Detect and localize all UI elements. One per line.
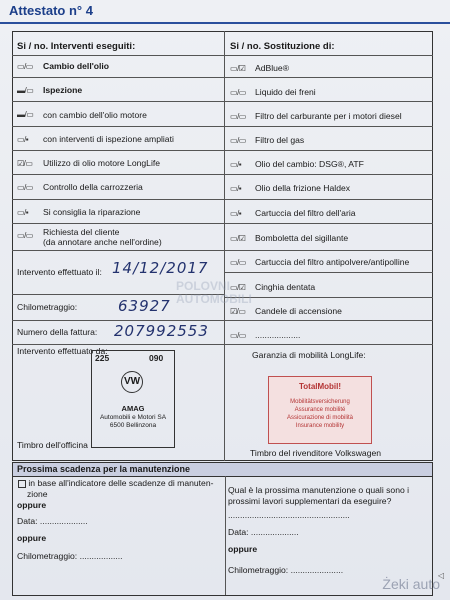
left-item-label: Ispezione (43, 85, 83, 95)
next-right-line1: Qual è la prossima manutenzione o quali sono i (228, 485, 410, 495)
checkbox-si-no[interactable]: ▬/▭ (17, 110, 34, 119)
mobility-line4: Insurance mobility (295, 423, 345, 429)
right-item-label: Filtro del carburante per i motori diesel (255, 111, 402, 121)
left-item-label: Si consiglia la riparazione (43, 207, 141, 217)
left-item-label: con interventi di ispezione ampliati (43, 134, 174, 144)
right-item-label: ................... (255, 330, 301, 340)
row-rule (224, 223, 433, 224)
checkbox-si-no[interactable]: ▭/▭ (230, 331, 246, 340)
stamp-line1: Automobili e Motori SA (99, 414, 167, 421)
checkbox-si-no[interactable]: ☑/▭ (230, 307, 246, 316)
bottom-divider (225, 476, 226, 595)
next-right-line2: prossimi lavori supplementari da eseguire? (228, 496, 392, 506)
stamp-number-left: 225 (95, 353, 110, 363)
checkbox-si-no[interactable]: ▭/▪ (230, 160, 242, 169)
checkbox-si-no[interactable]: ▭/▭ (230, 258, 246, 267)
row-rule (224, 150, 433, 151)
row-rule (12, 77, 224, 78)
next-left-oppure2: oppure (17, 533, 47, 543)
left-item-label: Controllo della carrozzeria (43, 182, 143, 192)
vw-logo-icon: VW (121, 371, 143, 393)
right-item-label: AdBlue® (255, 63, 290, 73)
column-divider (224, 31, 225, 461)
row-rule (12, 250, 224, 251)
checkbox-si-no[interactable]: ▭/▭ (230, 136, 246, 145)
checkbox-si-no[interactable]: ▭/▪ (230, 184, 242, 193)
right-item-label: Cartuccia del filtro antipolvere/antipolline (255, 257, 410, 267)
row-rule (224, 272, 433, 273)
logo-watermark: POLOVNI AUTOMOBILI (176, 279, 252, 306)
intervento-label: Intervento effettuato il: (17, 267, 102, 277)
checkbox-si-no[interactable]: ▭/▭ (17, 62, 33, 71)
row-rule (224, 126, 433, 127)
km-label: Chilometraggio: (17, 302, 78, 312)
checkbox-si-no[interactable]: ▭/☑ (230, 283, 246, 292)
right-item-label: Liquido dei freni (255, 87, 316, 97)
row-rule (224, 250, 433, 251)
next-right-dots: ................................................... (228, 510, 350, 520)
seller-watermark: Żeki auto (382, 576, 440, 592)
checkbox-si-no[interactable]: ▭/▭ (230, 88, 246, 97)
row-rule (12, 150, 224, 151)
next-service-header: Prossima scadenza per la manutenzione (17, 464, 191, 474)
checkbox-si-no[interactable]: ▭/▪ (230, 209, 242, 218)
next-left-km: Chilometraggio: .................. (17, 551, 123, 561)
next-right-oppure: oppure (228, 544, 258, 554)
row-rule (224, 77, 433, 78)
row-rule (224, 101, 433, 102)
right-item-label: Olio della frizione Haldex (255, 183, 351, 193)
next-left-oppure1: oppure (17, 500, 47, 510)
header-rule (12, 55, 433, 56)
checkbox-si-no[interactable]: ▭/▭ (17, 231, 33, 240)
checkbox-si-no[interactable]: ☑/▭ (17, 159, 33, 168)
left-item-label: con cambio dell'olio motore (43, 110, 147, 120)
right-item-label: Olio del cambio: DSG®, ATF (255, 159, 364, 169)
row-rule (224, 199, 433, 200)
row-rule (12, 126, 224, 127)
left-item-label: Cambio dell'olio (43, 61, 110, 71)
next-left-line2: zione (27, 489, 48, 499)
right-item-label: Bomboletta del sigillante (255, 233, 349, 243)
checkbox-si-no[interactable]: ▭/▪ (17, 208, 29, 217)
intervento-date-handwritten: 14/12/2017 (112, 259, 209, 277)
effettuato-label: Intervento effettuato da: (17, 346, 108, 356)
next-left-data: Data: .................... (17, 516, 88, 526)
right-item-label: Candele di accensione (255, 306, 342, 316)
checkbox-si-no[interactable]: ▭/▪ (17, 135, 29, 144)
next-left-line1: in base all'indicatore delle scadenze di manuten- (17, 478, 213, 489)
row-rule (224, 320, 433, 321)
left-item-label: Richiesta del cliente (43, 227, 120, 237)
row-rule (12, 344, 433, 345)
stamp-line2: 6500 Bellinzona (109, 422, 157, 429)
checkbox-si-no[interactable]: ▭/▭ (230, 112, 246, 121)
title-rule (0, 22, 450, 24)
row-rule (12, 223, 224, 224)
mobility-line1: Mobilitätsversicherung (290, 399, 350, 405)
checkbox-si-no[interactable]: ▭/☑ (230, 64, 246, 73)
checkbox-si-no[interactable]: ▭/▭ (17, 183, 33, 192)
right-item-label: Cartuccia del filtro dell'aria (255, 208, 356, 218)
left-column-header: Si / no. Interventi eseguiti: (17, 41, 136, 52)
workshop-stamp (91, 350, 175, 448)
mobility-brand: TotalMobil! (298, 382, 342, 391)
garanzia-label: Garanzia di mobilità LongLife: (252, 350, 366, 360)
km-value-handwritten: 63927 (118, 297, 171, 315)
stamp-company: AMAG (121, 404, 145, 413)
checkbox-si-no[interactable]: ▬/▭ (17, 86, 34, 95)
mobility-line3: Assicurazione di mobilità (286, 415, 354, 421)
right-item-label: Filtro del gas (255, 135, 305, 145)
next-right-data: Data: .................... (228, 527, 299, 537)
left-item-label: Utilizzo di olio motore LongLife (43, 158, 161, 168)
right-column-header: Si / no. Sostituzione di: (230, 41, 335, 52)
row-rule (12, 101, 224, 102)
row-rule (224, 174, 433, 175)
row-rule (224, 297, 433, 298)
row-rule (12, 199, 224, 200)
left-item-label-line2: (da annotare anche nell'ordine) (43, 237, 162, 247)
stamp-number-right: 090 (149, 353, 164, 363)
fattura-label: Numero della fattura: (17, 327, 98, 337)
checkbox-si-no[interactable]: ▭/☑ (230, 234, 246, 243)
mobility-line2: Assurance mobilité (294, 407, 346, 413)
mobility-insurance-stamp (268, 376, 372, 444)
checkbox-icon[interactable] (18, 480, 26, 488)
timbro-rivenditore-label: Timbro del rivenditore Volkswagen (250, 448, 382, 458)
triangle-icon: ◁ (437, 571, 444, 580)
row-rule (12, 174, 224, 175)
right-item-label: Cinghia dentata (255, 282, 316, 292)
page-title: Attestato n° 4 (9, 3, 93, 18)
timbro-officina-label: Timbro dell'officina (17, 440, 88, 450)
next-right-km: Chilometraggio: ...................... (228, 565, 344, 575)
fattura-value-handwritten: 207992553 (114, 322, 209, 340)
row-rule (12, 320, 224, 321)
